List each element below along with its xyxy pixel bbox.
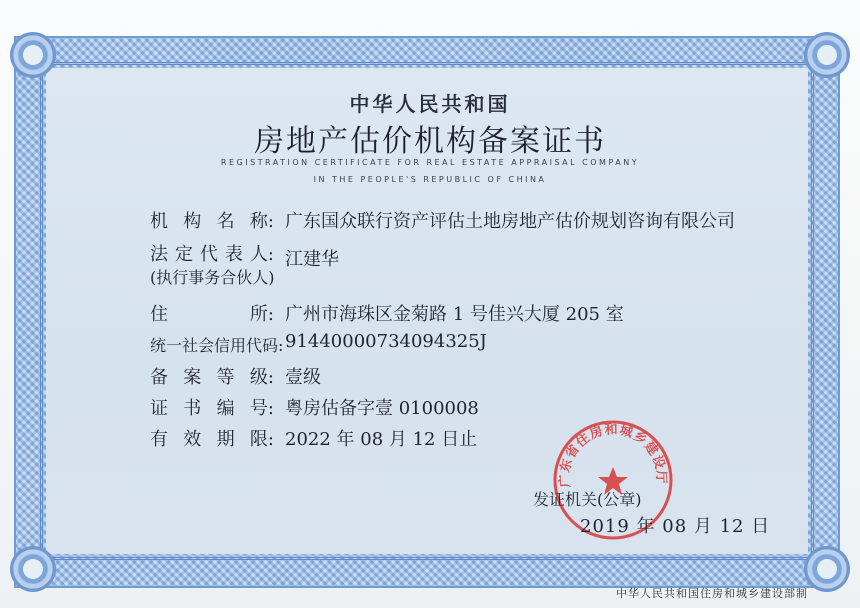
english-title-line1: REGISTRATION CERTIFICATE FOR REAL ESTATE APPRAISAL COMPANY — [220, 158, 640, 167]
credit-code-value: 91440000734094325J — [285, 331, 487, 352]
legal-rep-sublabel: (执行事务合伙人) — [150, 268, 275, 287]
english-title-line2: IN THE PEOPLE'S REPUBLIC OF CHINA — [313, 175, 547, 184]
grade-value: 壹级 — [285, 367, 321, 388]
credit-code-label: 统一社会信用代码: — [150, 336, 284, 355]
corner-ornament-bottom-right — [804, 546, 850, 592]
corner-ornament-bottom-left — [10, 546, 56, 592]
legal-rep-value: 江建华 — [285, 249, 339, 270]
issue-date: 2019 年 08 月 12 日 — [580, 516, 771, 537]
ministry-footer: 中华人民共和国住房和城乡建设部制 — [616, 587, 808, 600]
country-title: 中华人民共和国 — [349, 92, 511, 116]
name-label: 机 构 名 称: — [150, 211, 274, 232]
valid-until-label: 有 效 期 限: — [150, 429, 274, 450]
cert-no-label: 证 书 编 号: — [150, 398, 274, 419]
company-name-value: 广东国众联行资产评估土地房地产估价规划咨询有限公司 — [285, 211, 735, 232]
address-value: 广州市海珠区金菊路 1 号佳兴大厦 205 室 — [285, 304, 624, 325]
cert-no-value: 粤房估备字壹 0100008 — [285, 398, 479, 419]
legal-rep-label: 法 定 代 表 人: — [150, 244, 274, 265]
valid-until-value: 2022 年 08 月 12 日止 — [285, 429, 478, 450]
address-label: 住 所: — [150, 304, 274, 325]
corner-ornament-top-right — [804, 32, 850, 78]
certificate-title: 房地产估价机构备案证书 — [254, 124, 606, 159]
grade-label: 备 案 等 级: — [150, 367, 274, 388]
corner-ornament-top-left — [10, 32, 56, 78]
seal-text: 广东省住房和城乡建设厅 — [557, 422, 669, 488]
issuer-label: 发证机关(公章) — [533, 490, 642, 509]
